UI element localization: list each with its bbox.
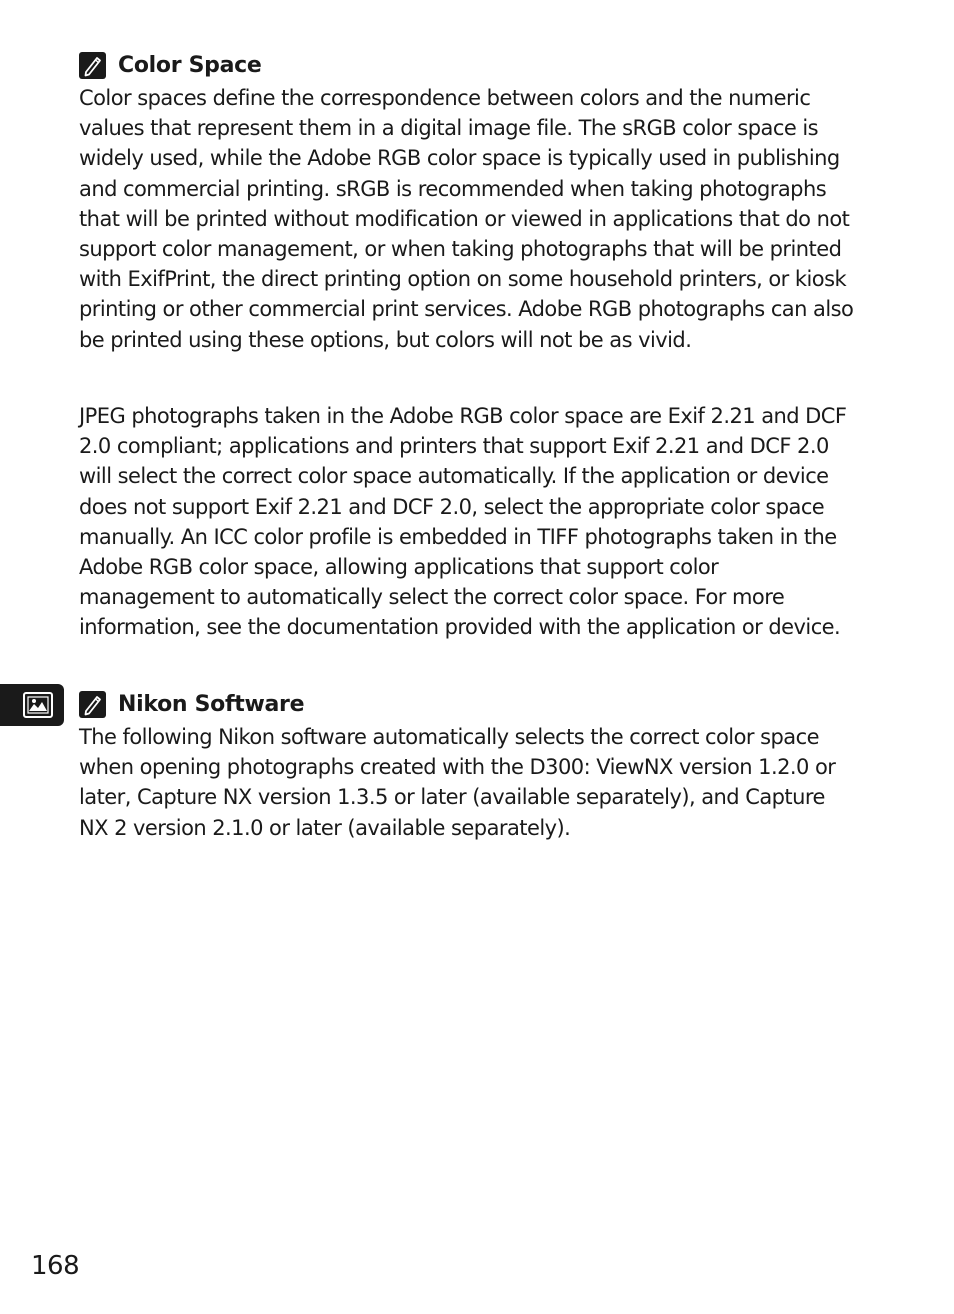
shooting-menu-icon xyxy=(0,684,64,726)
color-space-heading xyxy=(79,50,262,80)
nikon-software-paragraph: The following Nikon software automatically selects the correct color space when opening photographs created with the D300: ViewNX version 1.2.0 or later, Capture NX version 1.3.5 or later (available separately), and Capture NX 2 version 2.1.0 or later (available separately). xyxy=(79,725,836,840)
nikon-software-title: Nikon Software xyxy=(118,691,305,717)
pencil-note-icon xyxy=(79,52,106,79)
color-space-paragraph-1: Color spaces define the correspondence between colors and the numeric values that represent them in a digital image file. The sRGB color space is widely used, while the Adobe RGB color space is typically used in publishing and commercial printing. sRGB is recommended when taking photographs that will be printed without modification or viewed in applications that do not support color management, or when taking photographs that will be printed with ExifPrint, the direct printing option on some household printers, or kiosk printing or other commercial print services. Adobe RGB photographs can also be printed using these options, but colors will not be as vivid. xyxy=(79,86,854,352)
color-space-paragraph-2: JPEG photographs taken in the Adobe RGB color space are Exif 2.21 and DCF 2.0 compliant; applications and printers that support Exif 2.21 and DCF 2.0 will select the correct color space automatically. If the application or device does not support Exif 2.21 and DCF 2.0, select the appropriate color space manually. An ICC color profile is embedded in TIFF photographs taken in the Adobe RGB color space, allowing applications that support color management to automatically select the correct color space. For more information, see the documentation provided with the application or device. xyxy=(79,404,847,640)
color-space-title: Color Space xyxy=(118,52,262,78)
shooting-menu-side-tab xyxy=(0,684,64,726)
pencil-note-icon xyxy=(79,691,106,718)
nikon-software-heading xyxy=(79,689,304,719)
page-number: 168 xyxy=(31,1251,80,1281)
